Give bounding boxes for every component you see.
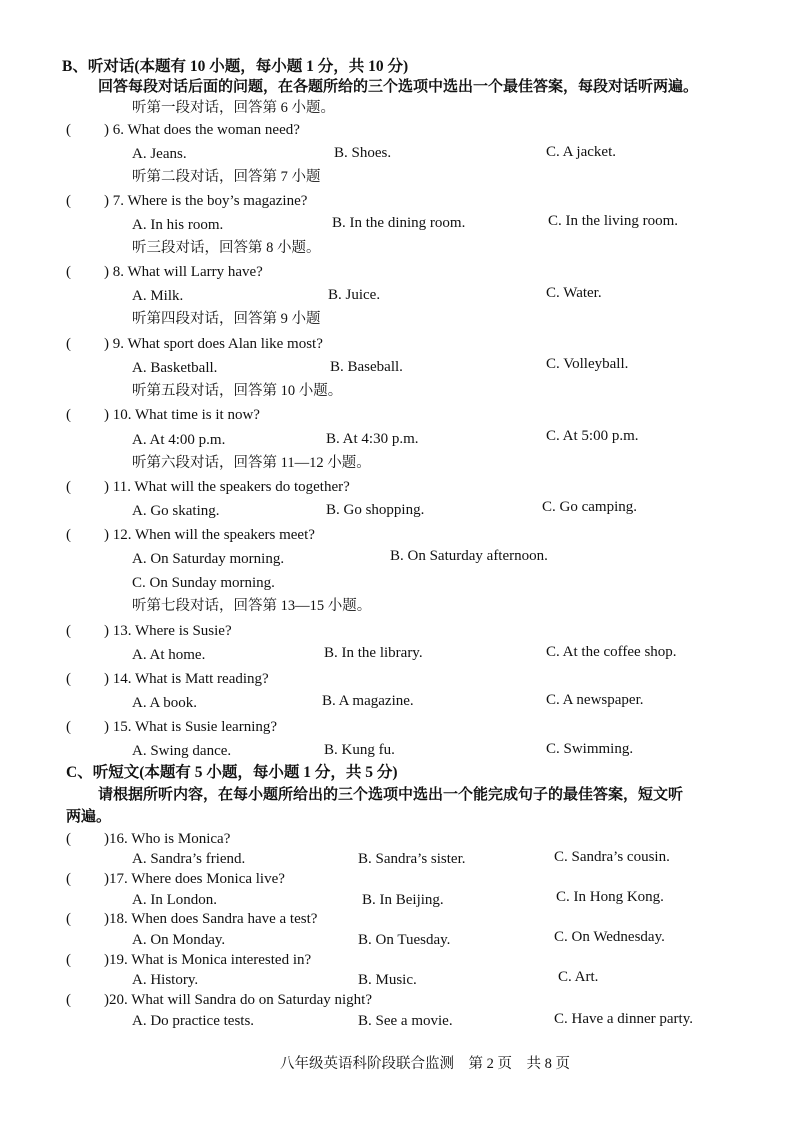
q7-option-a: A. In his room.	[132, 217, 224, 233]
q8-option-a: A. Milk.	[132, 288, 184, 304]
question-9: ) 9. What sport does Alan like most?	[104, 336, 323, 352]
question-19: )19. What is Monica interested in?	[104, 952, 312, 968]
q17-option-b: B. In Beijing.	[362, 892, 444, 908]
answer-paren: (	[66, 952, 71, 968]
section-b-heading: B、听对话(本题有 10 小题，每小题 1 分，共 10 分)	[62, 58, 409, 75]
dialogue-5-note: 听第五段对话，回答第 10 小题。	[132, 383, 343, 399]
q9-option-a: A. Basketball.	[132, 360, 218, 376]
answer-paren: (	[66, 479, 71, 495]
question-12: ) 12. When will the speakers meet?	[104, 527, 315, 543]
q16-option-a: A. Sandra’s friend.	[132, 851, 246, 867]
answer-paren: (	[66, 992, 71, 1008]
section-c-instruction: 请根据所听内容，在每小题所给出的三个选项中选出一个能完成句子的最佳答案，短文听	[98, 787, 684, 803]
question-16: )16. Who is Monica?	[104, 831, 231, 847]
q13-option-c: C. At the coffee shop.	[546, 644, 677, 660]
q19-option-c: C. Art.	[558, 969, 599, 985]
q7-option-b: B. In the dining room.	[332, 215, 466, 231]
q19-option-a: A. History.	[132, 972, 199, 988]
answer-paren: (	[66, 122, 71, 138]
q12-option-c: C. On Sunday morning.	[132, 575, 275, 591]
q8-option-b: B. Juice.	[328, 287, 381, 303]
section-b-instruction: 回答每段对话后面的问题，在各题所给的三个选项中选出一个最佳答案，每段对话听两遍。	[98, 79, 699, 95]
question-11: ) 11. What will the speakers do together?	[104, 479, 350, 495]
answer-paren: (	[66, 623, 71, 639]
q13-option-a: A. At home.	[132, 647, 206, 663]
page-footer: 八年级英语科阶段联合监测 第 2 页 共 8 页	[280, 1056, 570, 1072]
q14-option-b: B. A magazine.	[322, 693, 414, 709]
answer-paren: (	[66, 671, 71, 687]
q10-option-a: A. At 4:00 p.m.	[132, 432, 226, 448]
q10-option-b: B. At 4:30 p.m.	[326, 431, 419, 447]
question-7: ) 7. Where is the boy’s magazine?	[104, 193, 308, 209]
answer-paren: (	[66, 527, 71, 543]
answer-paren: (	[66, 911, 71, 927]
q6-option-b: B. Shoes.	[334, 145, 392, 161]
q20-option-b: B. See a movie.	[358, 1013, 453, 1029]
q17-option-c: C. In Hong Kong.	[556, 889, 664, 905]
section-c-heading: C、听短文(本题有 5 小题，每小题 1 分，共 5 分)	[66, 764, 398, 781]
q6-option-a: A. Jeans.	[132, 146, 187, 162]
answer-paren: (	[66, 407, 71, 423]
q18-option-a: A. On Monday.	[132, 932, 226, 948]
question-8: ) 8. What will Larry have?	[104, 264, 263, 280]
q9-option-c: C. Volleyball.	[546, 356, 629, 372]
q16-option-b: B. Sandra’s sister.	[358, 851, 466, 867]
q18-option-c: C. On Wednesday.	[554, 929, 665, 945]
q17-option-a: A. In London.	[132, 892, 217, 908]
answer-paren: (	[66, 264, 71, 280]
dialogue-4-note: 听第四段对话，回答第 9 小题	[132, 311, 321, 327]
q15-option-c: C. Swimming.	[546, 741, 634, 757]
q20-option-a: A. Do practice tests.	[132, 1013, 255, 1029]
question-20: )20. What will Sandra do on Saturday night?	[104, 992, 373, 1008]
q15-option-a: A. Swing dance.	[132, 743, 232, 759]
question-17: )17. Where does Monica live?	[104, 871, 285, 887]
answer-paren: (	[66, 719, 71, 735]
q12-option-b: B. On Saturday afternoon.	[390, 548, 548, 564]
q10-option-c: C. At 5:00 p.m.	[546, 428, 639, 444]
dialogue-7-note: 听第七段对话，回答第 13—15 小题。	[132, 598, 372, 614]
q14-option-a: A. A book.	[132, 695, 198, 711]
question-10: ) 10. What time is it now?	[104, 407, 260, 423]
q9-option-b: B. Baseball.	[330, 359, 403, 375]
answer-paren: (	[66, 831, 71, 847]
q13-option-b: B. In the library.	[324, 645, 423, 661]
question-14: ) 14. What is Matt reading?	[104, 671, 269, 687]
q7-option-c: C. In the living room.	[548, 213, 678, 229]
q16-option-c: C. Sandra’s cousin.	[554, 849, 670, 865]
answer-paren: (	[66, 336, 71, 352]
q18-option-b: B. On Tuesday.	[358, 932, 451, 948]
q11-option-c: C. Go camping.	[542, 499, 637, 515]
dialogue-3-note: 听三段对话，回答第 8 小题。	[132, 240, 321, 256]
q19-option-b: B. Music.	[358, 972, 417, 988]
answer-paren: (	[66, 871, 71, 887]
q11-option-b: B. Go shopping.	[326, 502, 425, 518]
question-13: ) 13. Where is Susie?	[104, 623, 232, 639]
section-c-instruction-cont: 两遍。	[66, 809, 112, 825]
q20-option-c: C. Have a dinner party.	[554, 1011, 693, 1027]
q15-option-b: B. Kung fu.	[324, 742, 395, 758]
question-18: )18. When does Sandra have a test?	[104, 911, 318, 927]
dialogue-6-note: 听第六段对话，回答第 11—12 小题。	[132, 455, 371, 471]
q12-option-a: A. On Saturday morning.	[132, 551, 285, 567]
dialogue-2-note: 听第二段对话，回答第 7 小题	[132, 169, 321, 185]
q8-option-c: C. Water.	[546, 285, 602, 301]
question-6: ) 6. What does the woman need?	[104, 122, 300, 138]
answer-paren: (	[66, 193, 71, 209]
dialogue-1-note: 听第一段对话，回答第 6 小题。	[132, 100, 335, 116]
q14-option-c: C. A newspaper.	[546, 692, 644, 708]
question-15: ) 15. What is Susie learning?	[104, 719, 278, 735]
q6-option-c: C. A jacket.	[546, 144, 616, 160]
q11-option-a: A. Go skating.	[132, 503, 220, 519]
